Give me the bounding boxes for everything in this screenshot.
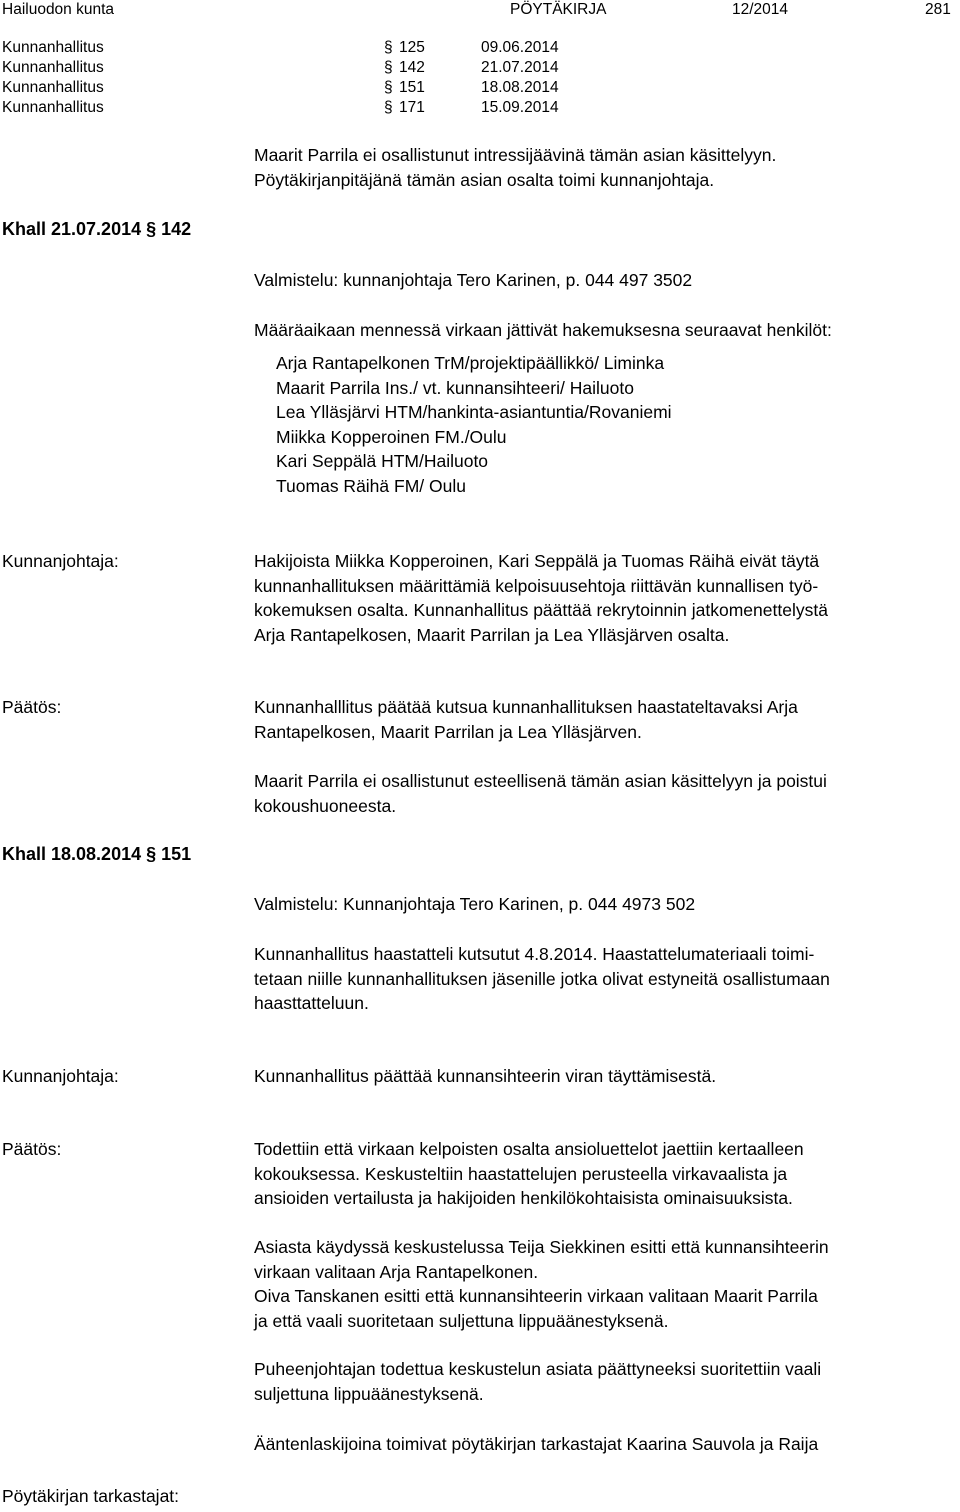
reference-date: 09.06.2014 (481, 39, 559, 56)
text-line: ansioiden vertailusta ja hakijoiden henkilökohtaisista ominaisuuksista. (254, 1188, 793, 1208)
text-line: kokouksessa. Keskusteltiin haastattelujen perusteella virkavaalista ja (254, 1163, 788, 1184)
section-symbol: § (384, 39, 393, 56)
reference-body: Kunnanhallitus (2, 39, 104, 56)
text-line: Valmistelu: kunnanjohtaja Tero Karinen, p. 044 497 3502 (254, 270, 693, 290)
text-line: haasttatteluun. (254, 993, 369, 1013)
text-line: suljettuna lippuäänestyksenä. (254, 1383, 484, 1404)
applicant-item: Kari Seppälä HTM/Hailuoto (276, 451, 489, 471)
text-line: Maarit Parrila ei osallistunut esteellisenä tämän asian käsittelyyn ja poistui (254, 771, 827, 791)
decision-note (254, 769, 957, 818)
intro-paragraph (254, 143, 957, 192)
meeting-date: Khall 21.07.2014 (2, 219, 142, 239)
reference-body: Kunnanhallitus (2, 99, 104, 116)
text-line: Määräaikaan mennessä virkaan jättivät hakemuksesna seuraavat henkilöt: (254, 320, 832, 340)
text-line: virkaan valitaan Arja Rantapelkonen. (254, 1261, 539, 1282)
applicant-item: Miikka Kopperoinen FM./Oulu (276, 426, 507, 447)
text-line: kokemuksen osalta. Kunnanhallitus päättää rekrytoinnin jatkomenettelystä (254, 600, 828, 620)
minutes-checkers-label: Pöytäkirjan tarkastajat: (2, 1486, 180, 1506)
reference-body: Kunnanhallitus (2, 59, 104, 76)
meeting-heading (2, 217, 191, 242)
text-line: Ääntenlaskijoina toimivat pöytäkirjan tarkastajat Kaarina Sauvola ja Raija (254, 1434, 819, 1454)
text-line: Valmistelu: Kunnanjohtaja Tero Karinen, p. 044 4973 502 (254, 894, 696, 914)
decision-text (254, 695, 957, 744)
reference-date: 21.07.2014 (481, 59, 559, 76)
text-line: kokoushuoneesta. (254, 795, 397, 816)
decision-label: Päätös: (2, 697, 62, 717)
applicant-item: Tuomas Räihä FM/ Oulu (276, 475, 466, 496)
reference-date: 15.09.2014 (481, 99, 559, 116)
text-line: Hakijoista Miikka Kopperoinen, Kari Seppälä ja Tuomas Räihä eivät täytä (254, 551, 820, 571)
section-number: 151 (161, 844, 192, 864)
text-line: tetaan niille kunnanhallituksen jäsenille jotka olivat estyneitä osallistumaan (254, 968, 830, 989)
proposal-label: Kunnanjohtaja: (2, 1066, 119, 1086)
text-line: Puheenjohtajan todettua keskustelun asiata päättyneeksi suoritettiin vaali (254, 1359, 822, 1379)
text-line: Rantapelkosen, Maarit Parrilan ja Lea Ylläsjärven. (254, 721, 642, 742)
text-line: Kunnanhalllitus päätää kutsua kunnanhallituksen haastateltavaksi Arja (254, 697, 798, 717)
text-line: Kunnanhallitus haastatteli kutsutut 4.8.2014. Haastattelumateriaali toimi- (254, 944, 815, 964)
discussion-paragraph (254, 1235, 957, 1333)
text-line: Kunnanhallitus päättää kunnansihteerin viran täyttämisestä. (254, 1066, 717, 1086)
reference-number: 171 (399, 99, 425, 116)
document-number: 12/2014 (732, 1, 789, 18)
applicant-item: Lea Ylläsjärvi HTM/hankinta-asiantuntia/Rovaniemi (276, 402, 672, 422)
text-line: Arja Rantapelkosen, Maarit Parrilan ja Lea Ylläsjärven osalta. (254, 624, 730, 645)
applicant-item: Arja Rantapelkonen TrM/projektipäällikkö/ Liminka (276, 353, 665, 373)
proposal-text (254, 1064, 957, 1089)
section-symbol: § (146, 219, 157, 239)
vote-paragraph (254, 1357, 957, 1406)
text-line: Pöytäkirjanpitäjänä tämän asian osalta toimi kunnanjohtaja. (254, 169, 715, 190)
reference-number: 125 (399, 39, 425, 56)
applicant-list (276, 351, 960, 498)
proposal-text (254, 549, 957, 647)
text-line: ja että vaali suoritetaan suljettuna lippuäänestyksenä. (254, 1310, 669, 1331)
proposal-label: Kunnanjohtaja: (2, 551, 119, 571)
meeting-heading (2, 842, 191, 867)
section-number: 142 (161, 219, 192, 239)
section-symbol: § (384, 79, 393, 96)
applicant-item: Maarit Parrila Ins./ vt. kunnansihteeri/ Hailuoto (276, 377, 634, 398)
preparation-line (254, 892, 957, 917)
text-line: Oiva Tanskanen esitti että kunnansihteerin virkaan valitaan Maarit Parrila (254, 1286, 818, 1306)
document-type: PÖYTÄKIRJA (510, 1, 607, 18)
section-symbol: § (384, 59, 393, 76)
decision-text (254, 1137, 957, 1211)
municipality-name: Hailuodon kunta (2, 1, 115, 18)
meeting-date: Khall 18.08.2014 (2, 844, 142, 864)
page-number: 281 (925, 1, 951, 18)
reference-body: Kunnanhallitus (2, 79, 104, 96)
section-symbol: § (146, 844, 157, 864)
reference-number: 151 (399, 79, 425, 96)
section-symbol: § (384, 99, 393, 116)
vote-counters-paragraph (254, 1432, 957, 1457)
text-line: Asiasta käydyssä keskustelussa Teija Siekkinen esitti että kunnansihteerin (254, 1237, 829, 1257)
reference-number: 142 (399, 59, 425, 76)
text-line: Maarit Parrila ei osallistunut intressijäävinä tämän asian käsittelyyn. (254, 145, 777, 165)
applicants-intro (254, 318, 957, 343)
decision-label: Päätös: (2, 1139, 62, 1159)
text-line: kunnanhallituksen määrittämiä kelpoisuusehtoja riittävän kunnallisen työ- (254, 575, 819, 596)
text-line: Todettiin että virkaan kelpoisten osalta ansioluettelot jaettiin kertaalleen (254, 1139, 804, 1159)
preparation-line (254, 268, 957, 293)
reference-date: 18.08.2014 (481, 79, 559, 96)
interview-paragraph (254, 942, 957, 1016)
